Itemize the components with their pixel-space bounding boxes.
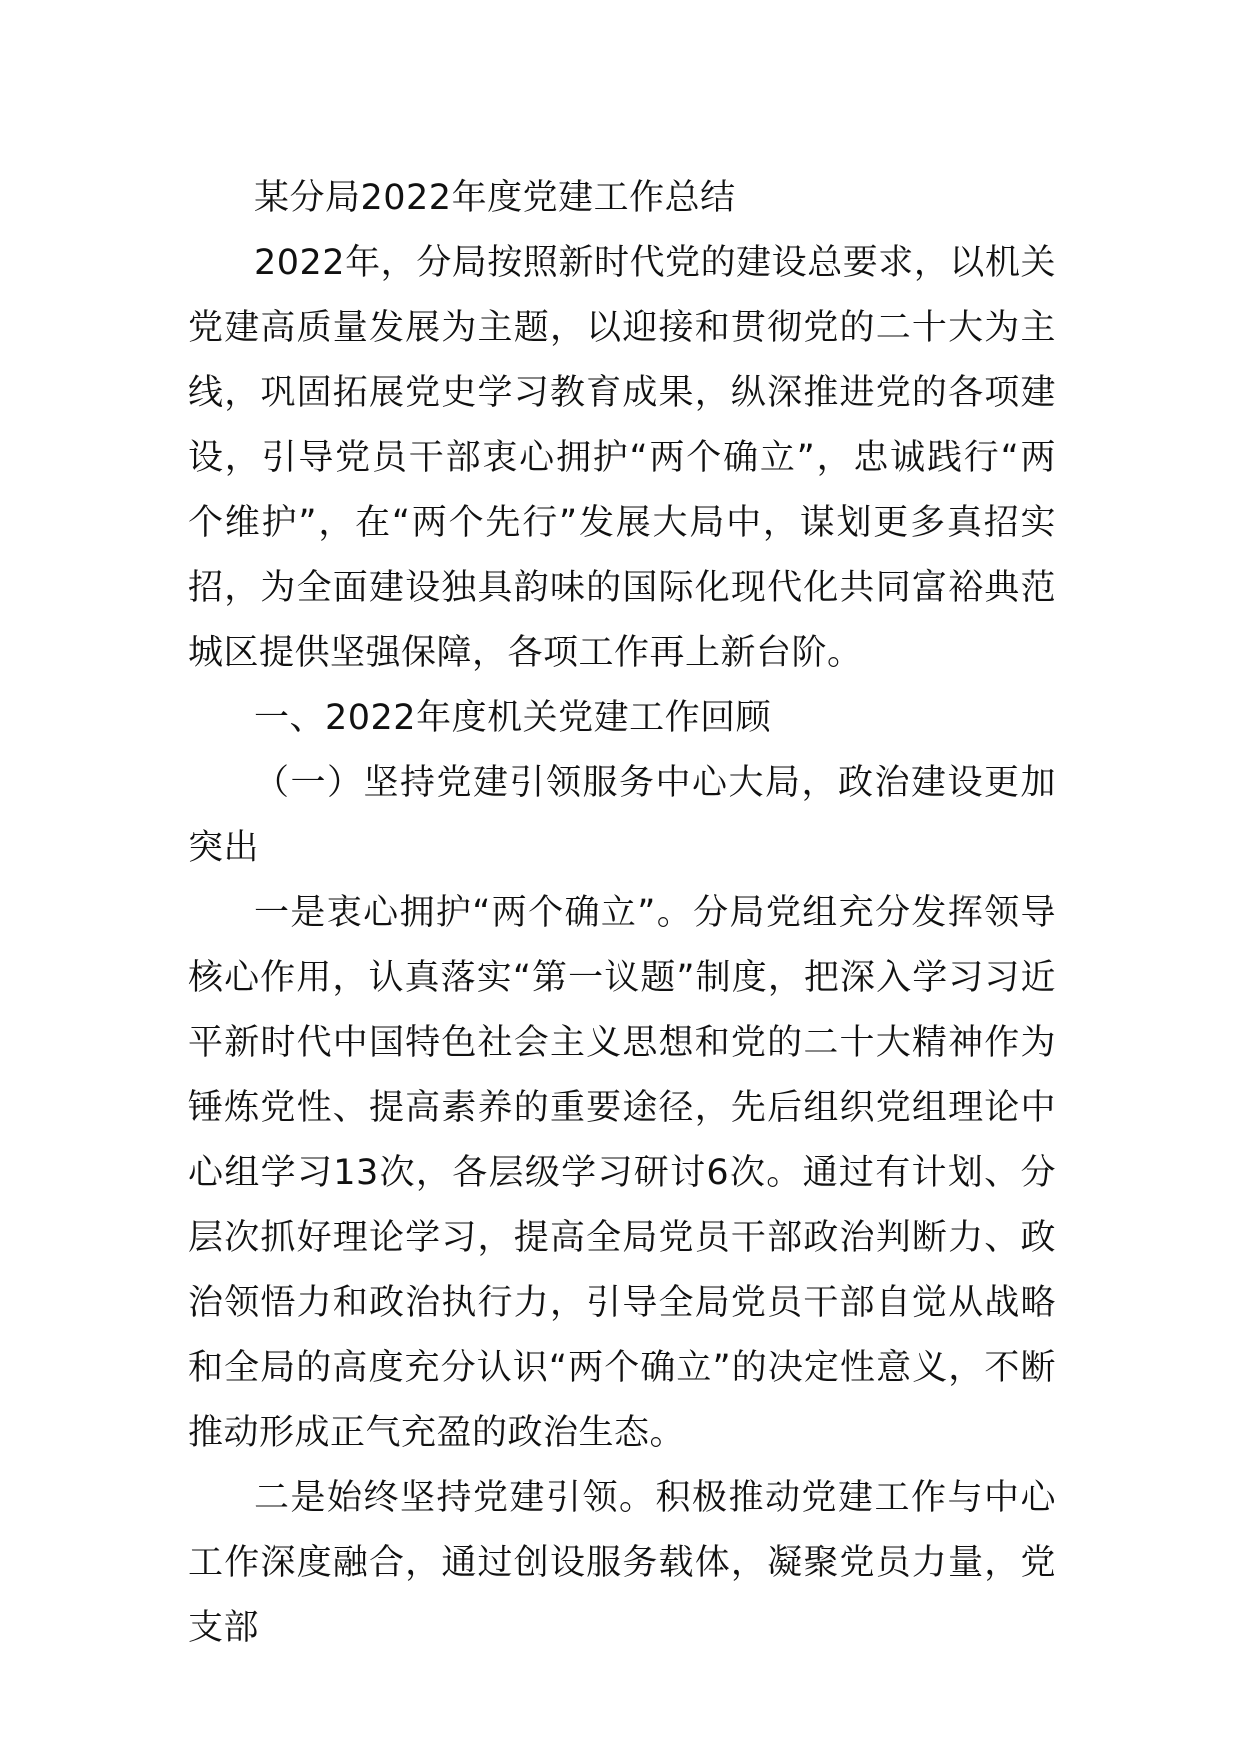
document-body	[188, 166, 1056, 1661]
paragraph-intro: 2022年，分局按照新时代党的建设总要求，以机关党建高质量发展为主题，以迎接和贯彻党的二十大为主线，巩固拓展党史学习教育成果，纵深推进党的各项建设，引导党员干部衷心拥护“两个确立”，忠诚践行“两个维护”，在“两个先行”发展大局中，谋划更多真招实招，为全面建设独具韵味的国际化现代化共同富裕典范城区提供坚强保障，各项工作再上新台阶。	[188, 243, 1056, 673]
subsection-heading-1: （一）坚持党建引领服务中心大局，政治建设更加突出	[188, 763, 1056, 868]
paragraph-point-1: 一是衷心拥护“两个确立”。分局党组充分发挥领导核心作用，认真落实“第一议题”制度，把深入学习习近平新时代中国特色社会主义思想和党的二十大精神作为锤炼党性、提高素养的重要途径，先后组织党组理论中心组学习13次，各层级学习研讨6次。通过有计划、分层次抓好理论学习，提高全局党员干部政治判断力、政治领悟力和政治执行力，引导全局党员干部自觉从战略和全局的高度充分认识“两个确立”的决定性意义，不断推动形成正气充盈的政治生态。	[188, 893, 1056, 1453]
document-title: 某分局2022年度党建工作总结	[254, 178, 736, 218]
paragraph-point-2: 二是始终坚持党建引领。积极推动党建工作与中心工作深度融合，通过创设服务载体，凝聚党员力量，党支部	[188, 1478, 1056, 1648]
section-heading-1: 一、2022年度机关党建工作回顾	[254, 698, 772, 738]
